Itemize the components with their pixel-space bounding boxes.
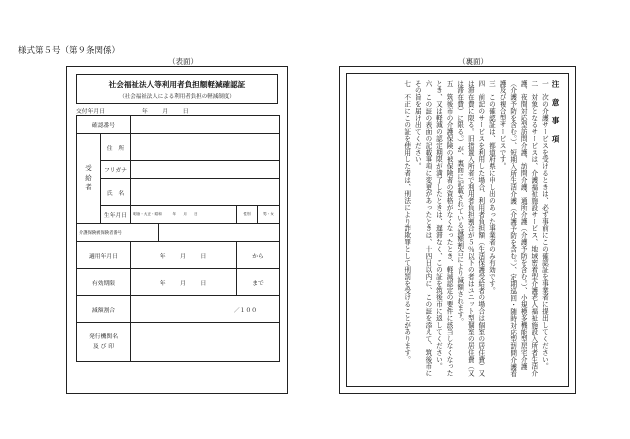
birth-label: 生年月日 [101, 206, 131, 224]
insured-label: 受 給 者 [77, 134, 101, 224]
start-date-label: 適用年月日 [77, 242, 131, 269]
notes-inner-frame [346, 73, 569, 387]
expiry-value: 年 月 日 [131, 269, 237, 296]
reduction-label: 減額割合 [77, 296, 131, 323]
note-item-3: 三 この確認証は、都道府県に申し出のあった事業者のみ有効です。 [487, 80, 496, 294]
note-item-7: 七 不正にこの証を使用した者は、刑法により詐欺罪として刑罰を受けることがあります。 [402, 80, 411, 363]
notes-panel [339, 66, 576, 394]
confirmation-card [66, 66, 288, 394]
name-label: 氏 名 [101, 179, 131, 206]
insurance-number-label: 介護保険被保険者番号 [77, 224, 159, 242]
birth-value: 明治・大正・昭和 年 月 日 [131, 206, 237, 224]
form-number: 様式第５号（第９条関係） [18, 46, 121, 56]
expiry-suffix: まで [237, 269, 280, 296]
issue-date-label: 交付年月日 [76, 109, 105, 115]
confirm-number-label: 確認番号 [77, 116, 131, 134]
address-field [131, 134, 280, 161]
expiry-label: 有効期限 [77, 269, 131, 296]
reduction-value: ／１００ [131, 296, 280, 323]
issuer-label [77, 323, 131, 362]
card-subtitle: （社会福祉法人による利用者負担の軽減制度） [119, 94, 235, 100]
address-label: 住 所 [101, 134, 131, 161]
notes-text [401, 80, 560, 380]
furigana-field [131, 161, 280, 179]
notes-heading: 注 意 事 項 [551, 80, 560, 147]
sex-value: 男・女 [258, 206, 280, 224]
start-date-value: 年 月 日 [131, 242, 237, 269]
issue-date-value: 年 月 日 [142, 109, 190, 115]
issuer-label-line1: 発行機関名 [89, 333, 118, 340]
issuer-field [131, 323, 280, 362]
note-item-5: 五 筑後市の介護保険の被保険者の資格がなくなったとき、軽減認定の要件に該当しなくなったとき、又は軽減の認定期限が満了したときは、遅滞なく、この証を筑後市に返してください。 [434, 80, 454, 377]
confirm-number-field [131, 116, 280, 134]
insurance-number-field [159, 224, 280, 242]
sex-label: 性別 [237, 206, 258, 224]
front-side-label: （表面） [168, 57, 198, 66]
start-suffix: から [237, 242, 280, 269]
note-item-1: 一 次の介護サービスを受けるときは、必ず事前にこの確認証を事業者に提出してください。 [540, 80, 549, 370]
card-title-box [76, 74, 278, 104]
name-field [131, 179, 280, 206]
note-item-2: 二 対象となるサービスは、介護福祉施設サービス、地域密着型介護老人福祉施設入所者生活介護、夜間対応型訪問介護、訪問介護、通所介護（介護予防を含む。）、小規模多機能型居宅介護（介護予防を含む。）、短期入所生活介護（介護予防を含む。）、定期巡回・随時対応型訪問介護看護及び複合型サービスです。 [498, 80, 538, 378]
back-side-label: （裏面） [458, 57, 488, 66]
note-item-4: 四 前記のサービスを利用した場合、利用者負担額（生活保護受給者の場合は個室の居住費）又は滞在費に限る。旧措置入所者で利用者負担割合が５％以下の者はユニット型個室の居住費（又は滞在費）に限る。）が、裏面に記載されている減額割合により減額されます。 [455, 80, 485, 377]
furigana-label: フリガナ [101, 161, 131, 179]
card-title: 社会福祉法人等利用者負担額軽減確認証 [108, 80, 246, 89]
issue-date-row [76, 106, 279, 115]
note-item-6: 六 この証の表面の記載事項に変更があったときは、十四日以内に、この証を添えて、筑後市にその旨を届け出てください。 [413, 80, 432, 377]
issuer-label-line2: 及 び 印 [92, 344, 115, 350]
card-form-table [76, 115, 280, 362]
